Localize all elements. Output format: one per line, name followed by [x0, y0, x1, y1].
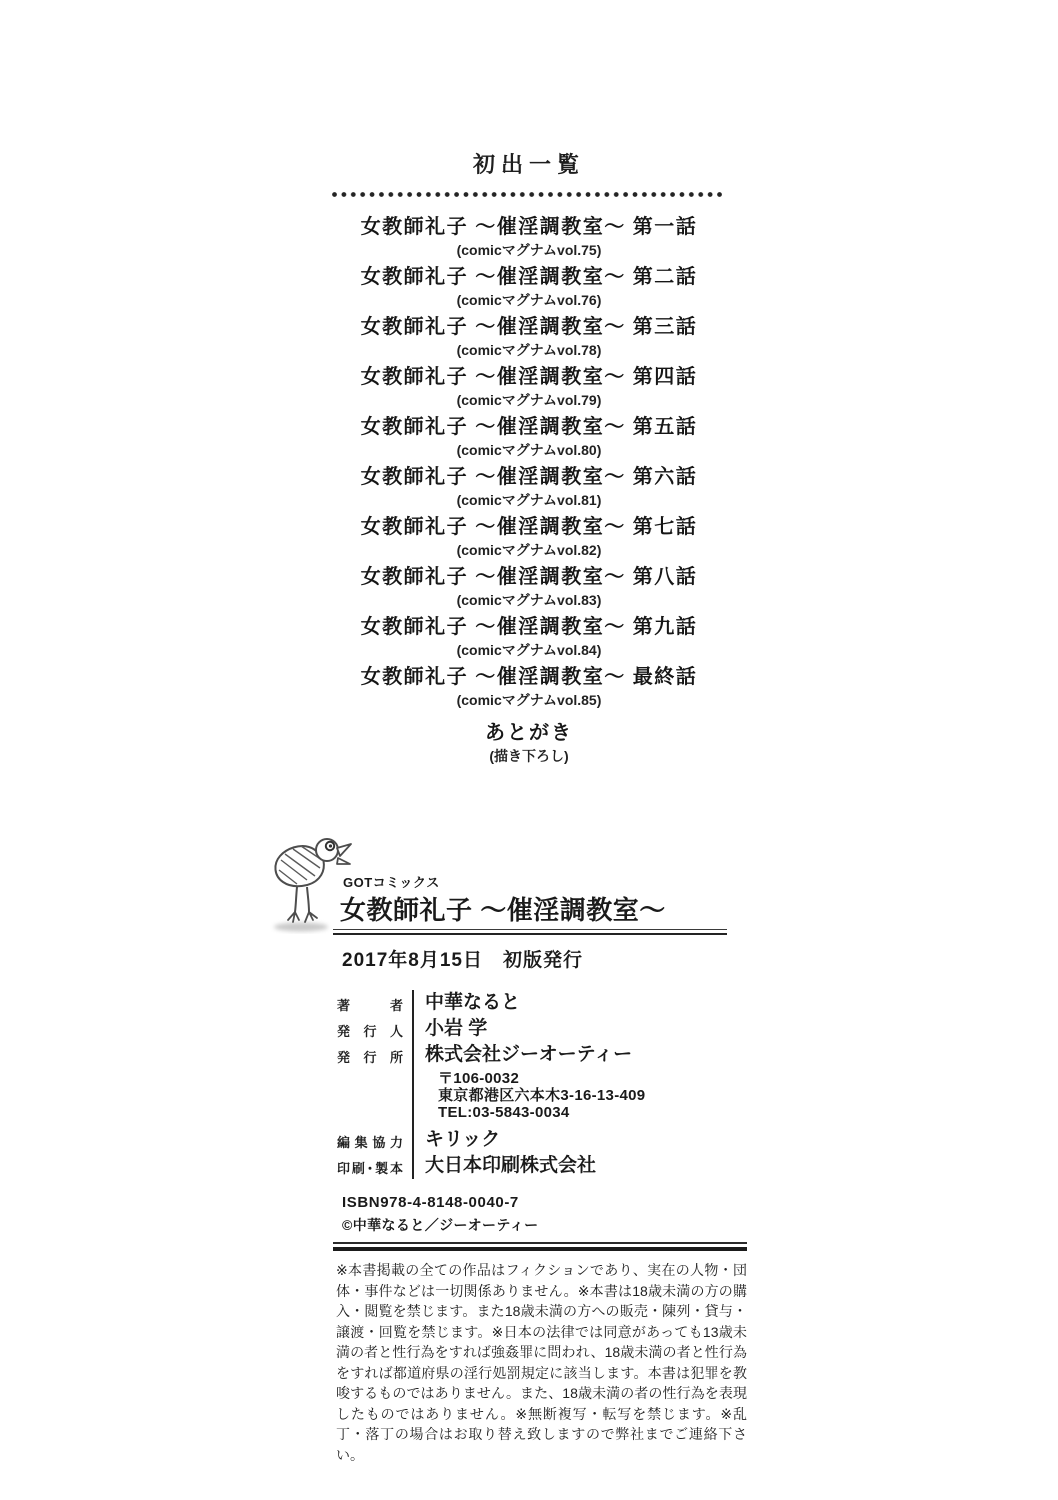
chapter-entry: [0, 464, 1058, 510]
disclaimer-divider: [333, 1242, 747, 1251]
credit-value-cell: [412, 1016, 747, 1042]
credit-label: 発行人: [337, 1024, 403, 1039]
chapter-source: (comicマグナムvol.85): [456, 692, 602, 708]
credit-row: [337, 990, 747, 1016]
dotted-divider: [332, 192, 726, 197]
chapter-entry: [0, 664, 1058, 710]
chapter-source: (comicマグナムvol.75): [456, 242, 602, 258]
credit-value-cell: [412, 1042, 747, 1127]
chapter-source: (comicマグナムvol.82): [456, 542, 602, 558]
credit-value: 株式会社ジーオーティー: [425, 1044, 633, 1065]
edition-date: 2017年8月15日 初版発行: [342, 950, 583, 971]
chapter-source: (comicマグナムvol.84): [456, 642, 602, 658]
chapter-entry: [0, 264, 1058, 310]
chapter-source: (comicマグナムvol.83): [456, 592, 602, 608]
credit-detail-line: 〒106-0032: [438, 1070, 520, 1087]
imprint-label: GOTコミックス: [343, 875, 440, 890]
chapter-entry: [0, 514, 1058, 560]
credit-details: [438, 1070, 747, 1121]
colophon-section: [333, 858, 747, 1465]
credit-label: 発行所: [337, 1050, 403, 1065]
afterword-title: あとがき: [485, 722, 573, 744]
first-publication-section: [0, 148, 1058, 766]
chapter-title: 女教師礼子 ～催淫調教室～ 第一話: [360, 216, 698, 238]
chapter-entry: [0, 564, 1058, 610]
chapter-entry: [0, 214, 1058, 260]
chapter-title: 女教師礼子 ～催淫調教室～ 第九話: [360, 616, 698, 638]
chapter-source: (comicマグナムvol.78): [456, 342, 602, 358]
afterword: [0, 720, 1058, 766]
book-title: 女教師礼子 ～催淫調教室～: [340, 895, 666, 925]
isbn-block: [342, 1193, 747, 1234]
credit-label: 著者: [337, 998, 403, 1013]
credits-table: [337, 990, 747, 1179]
disclaimer-text: ※本書掲載の全ての作品はフィクションであり、実在の人物・団体・事件などは一切関係ありません。※本書は18歳未満の方の購入・閲覧を禁じます。また18歳未満の方への販売・陳列・貸与・譲渡・回覧を禁じます。※日本の法律では同意があっても13歳未満の者と性行為をすれば強姦罪に問われ、18歳未満の者と性行為をすれば都道府県の淫行処罰規定に該当します。本書は犯罪を教唆するものではありません。また、18歳未満の者の性行為を表現したものではありません。※無断複写・転写を禁じます。※乱丁・落丁の場合はお取り替え致しますので弊社までご連絡下さい。: [336, 1262, 747, 1463]
afterword-note: (描き下ろし): [489, 748, 569, 764]
chapter-title: 女教師礼子 ～催淫調教室～ 第五話: [360, 416, 698, 438]
credit-row: [337, 1042, 747, 1127]
chapter-source: (comicマグナムvol.80): [456, 442, 602, 458]
chapter-list: [0, 214, 1058, 710]
chapter-title: 女教師礼子 ～催淫調教室～ 第四話: [360, 366, 698, 388]
credit-value-cell: [412, 990, 747, 1016]
chapter-title: 女教師礼子 ～催淫調教室～ 第六話: [360, 466, 698, 488]
credit-row: [337, 1153, 747, 1179]
credit-detail-line: TEL:03-5843-0034: [438, 1104, 570, 1121]
credit-row: [337, 1127, 747, 1153]
credit-value-cell: [412, 1127, 747, 1153]
copyright-text: ©中華なると／ジーオーティー: [342, 1217, 539, 1233]
credit-value: 大日本印刷株式会社: [425, 1155, 597, 1176]
chapter-source: (comicマグナムvol.79): [456, 392, 602, 408]
chapter-title: 女教師礼子 ～催淫調教室～ 第三話: [360, 316, 698, 338]
credit-value: キリック: [425, 1129, 501, 1150]
chapter-title: 女教師礼子 ～催淫調教室～ 第八話: [360, 566, 698, 588]
chapter-title: 女教師礼子 ～催淫調教室～ 最終話: [360, 666, 698, 688]
chapter-title: 女教師礼子 ～催淫調教室～ 第七話: [360, 516, 698, 538]
chapter-title: 女教師礼子 ～催淫調教室～ 第二話: [360, 266, 698, 288]
credit-detail-line: 東京都港区六本木3-16-13-409: [438, 1087, 646, 1104]
chapter-source: (comicマグナムvol.76): [456, 292, 602, 308]
chapter-entry: [0, 364, 1058, 410]
isbn-text: ISBN978-4-8148-0040-7: [342, 1194, 519, 1211]
page-title: 初出一覧: [472, 152, 585, 177]
credit-row: [337, 1016, 747, 1042]
bird-sketch-logo-icon: [267, 832, 353, 934]
credit-label: 編集協力: [337, 1135, 403, 1150]
credit-label: 印刷･製本: [337, 1161, 403, 1176]
chapter-entry: [0, 414, 1058, 460]
title-underline: [333, 929, 727, 935]
chapter-source: (comicマグナムvol.81): [456, 492, 602, 508]
credit-value: 中華なると: [425, 992, 521, 1013]
credit-value: 小岩 学: [425, 1018, 488, 1039]
credit-value-cell: [412, 1153, 747, 1179]
chapter-entry: [0, 614, 1058, 660]
chapter-entry: [0, 314, 1058, 360]
